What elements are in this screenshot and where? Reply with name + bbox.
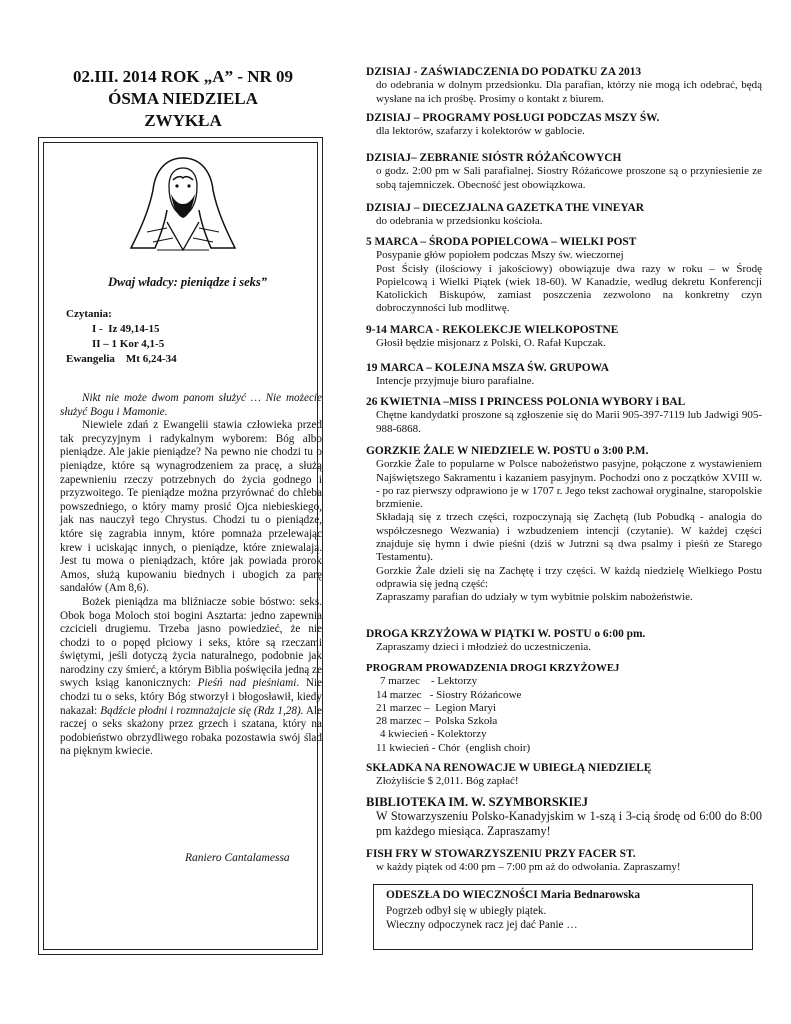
announcement: PROGRAM PROWADZENIA DROGI KRZYŻOWEJ 7 marzec - Lektorzy 14 marzec - Siostry Różańcowe 21 marzec – Legion Maryi 28 marzec – Polska Szkoła 4 kwiecień - Kolektorzy 11 kwiecień - Chór (english choir) [366,662,620,754]
announcements-column [366,66,762,874]
title-line: 02.III. 2014 ROK „A” - NR 09 [72,67,294,86]
reflection-subtitle: Dwaj władcy: pieniądze i seks” [107,275,267,289]
title-line: ZWYKŁA [144,111,222,130]
announcement: GORZKIE ŻALE W NIEDZIELE W. POSTU o 3:00 P.M. Gorzkie Żale to popularne w Polsce nabożeństwo pasyjne, połączone z wystawieniem Najświętszego Sakramentu i kazaniem pasyjnym. Pochodzi ono z początków XVIII w. - po raz pierwszy odprawiono je w 1707 r. Jego tekst zachował oryginalne, staropolskie brzmienie. Składają się z trzech części, rozpoczynają się Zachętą (lub Pobudką - analogia do współczesnego Wezwania) i wzbudzeniem intencji (czytanie). W każdej części znajduje się hymn i dwie pieśni (dziś w Jutrzni są dwa psalmy i pieśń ze Starego Testamentu). Gorzkie Żale dzieli się na Zachętę i trzy części. W każdą niedzielę Wielkiego Postu odprawia się jedną część: Zapraszamy parafian do udziały w tym wybitnie polskim nabożeństwie. [366,445,762,604]
announcement: DROGA KRZYŻOWA W PIĄTKI W. POSTU o 6:00 pm. Zapraszamy dzieci i młodzież do uczestniczenia. [366,628,646,654]
announcement: 26 KWIETNIA –MISS I PRINCESS POLONIA WYBORY i BAL Chętne kandydatki proszone są zgłoszenie się do Marii 905-397-7119 lub Jadwigi 905-988-6868. [366,396,762,435]
title-line: ÓSMA NIEDZIELA [108,89,258,108]
announcement: 19 MARCA – KOLEJNA MSZA ŚW. GRUPOWA Intencje przyjmuje biuro parafialne. [366,362,609,388]
readings-block [66,307,177,367]
announcement: FISH FRY W STOWARZYSZENIU PRZY FACER ST. w każdy piątek od 4:00 pm – 7:00 pm aż do odwołania. Zapraszamy! [366,848,681,874]
obituary-text: Pogrzeb odbył się w ubiegły piątek. Wieczny odpoczynek racz jej dać Panie … [386,905,578,931]
readings-label: Czytania: [66,308,112,320]
obituary-box [373,884,753,950]
announcement: DZISIAJ - ZAŚWIADCZENIA DO PODATKU ZA 2013 do odebrania w dolnym przedsionku. Dla parafian, którzy nie mogą ich odebrać, będą wysłane na ich prośbę. Prosimy o kontakt z biurem. [366,66,762,105]
reflection-paragraph: Bożek pieniądza ma bliźniacze sobie bóstwo: seks. Obok boga Moloch stoi bogini Asztarta: jedno zapewnia czcicieli drugiemu. Trzeba jasno powiedzieć, że nie chodzi to o popęd płciowy i seks, które są rzeczami świętymi, jeśli dotyczą życia naturalnego, podobnie jak narodziny czy śmierć, a którym Biblia poświęciła jedną ze swych ksiąg kanonicznych: Pieśń nad pieśniami. Nie chodzi tu o seks, który Bóg stworzył i błogosławił, kiedy nakazał: Bądźcie płodni i rozmnażajcie się (Rdz 1,28). Ale raczej o seks skażony przez grzech i szatana, który na podobieństwo obrzydliwego robaka pozostawia swój ślad na pięknym kwiecie. [60,595,323,758]
reflection-paragraph: Niewiele zdań z Ewangelii stawia człowieka przed tak precyzyjnym i radykalnym wyborem: Bóg albo pieniądze. Ale jakie pieniądze? Na pewno nie chodzi tu o pieniądze, które są wynagrodzeniem za pracę, a służą zapewnieniu rzeczy potrzebnych do życia godnego i przyzwoitego. Te pieniądze można przyrównać do chleba powszedniego, o który mamy prosić Ojca niebieskiego, jak nas nauczył tego Chrystus. Chodzi tu o pieniądze, które się zagrabia innym, które pomnaża przelewając krew i uciskając innych, o pieniądze, które zniewalają. Jest tu mowa o pieniądzach, które jak powiada prorok Amos, służą kupowaniu biednych i ubogich za parę sandałów (Am 8,6). [60,419,322,595]
reflection-author: Raniero Cantalamessa [185,852,290,864]
announcement: DZISIAJ – PROGRAMY POSŁUGI PODCZAS MSZY ŚW. dla lektorów, szafarzy i kolektorów w gablocie. [366,112,660,138]
announcement: 9-14 MARCA - REKOLEKCJE WIELKOPOSTNE Głosił będzie misjonarz z Polski, O. Rafał Kupczak. [366,324,619,350]
jesus-illustration-icon [127,150,239,260]
reflection-quote: Nikt nie może dwom panom służyć … Nie możecie służyć Bogu i Mamonie. [60,392,322,418]
reading-item: II – 1 Kor 4,1-5 [92,338,165,350]
reading-item: I - Iz 49,14-15 [92,323,160,335]
announcement: BIBLIOTEKA IM. W. SZYMBORSKIEJ W Stowarzyszeniu Polsko-Kanadyjskim w 1-szą i 3-cią środę od 6:00 do 8:00 pm każdego miesiąca. Zapraszamy! [366,795,762,839]
announcement: 5 MARCA – ŚRODA POPIELCOWA – WIELKI POST Posypanie głów popiołem podczas Mszy św. wieczornej Post Ścisły (ilościowy i jakościowy) obowiązuje dwa razy w roku – w Środę Popielcową i Wielki Piątek (wiek 18-60). W Kanadzie, według dekretu Konferencji Katolickich Biskupów, zamiast poszczenia zezwolono na konkretny czyn dobroczynności lub modlitwę. [366,236,762,315]
announcement: DZISIAJ– ZEBRANIE SIÓSTR RÓŻAŃCOWYCH o godz. 2:00 pm w Sali parafialnej. Siostry Różańcowe proszone są o przyniesienie ze sobą tajemniczek. Obecność jest obowiązkowa. [366,152,762,191]
reflection-text [60,392,322,759]
announcement: SKŁADKA NA RENOWACJE W UBIEGŁĄ NIEDZIELĘ Złożyliście $ 2,011. Bóg zapłać! [366,762,652,788]
gospel-reading: Ewangelia Mt 6,24-34 [66,353,177,365]
bulletin-title [38,66,328,132]
announcement: DZISIAJ – DIECEZJALNA GAZETKA THE VINEYAR do odebrania w przedsionku kościoła. [366,202,644,228]
obituary-heading: ODESZŁA DO WIECZNOŚCI Maria Bednarowska [386,889,641,901]
